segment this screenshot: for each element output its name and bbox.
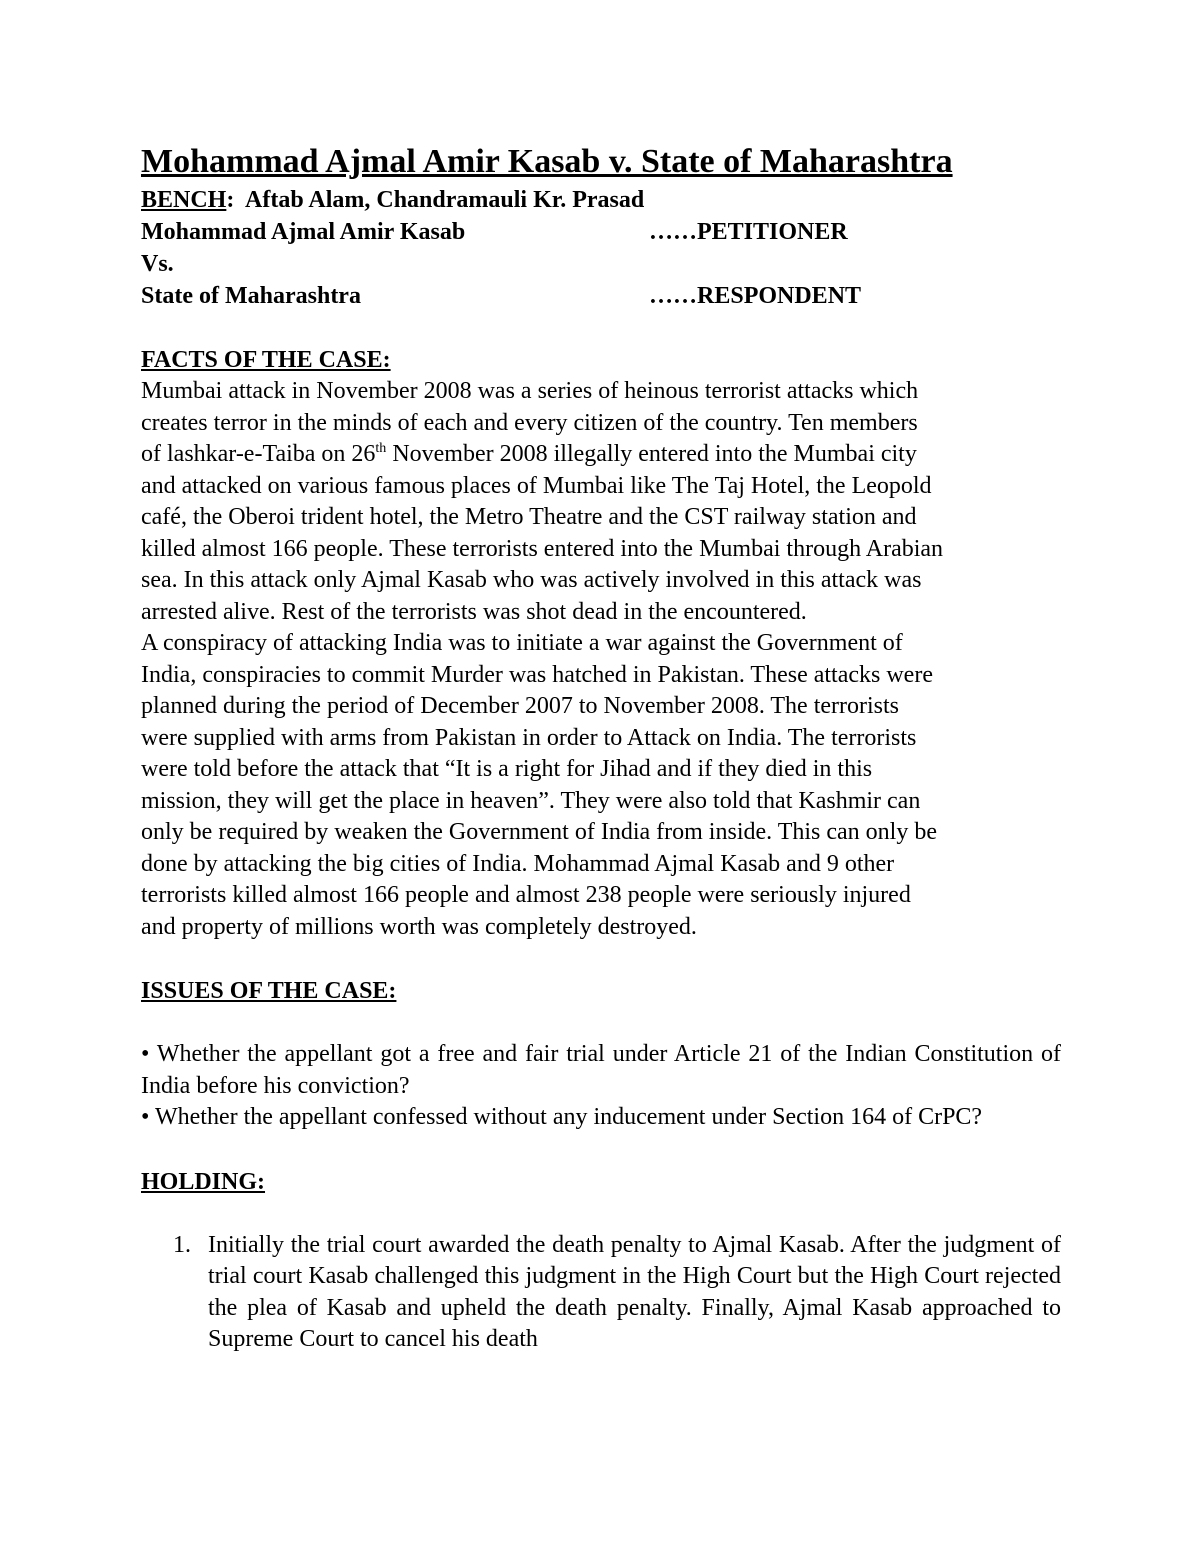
facts-line: arrested alive. Rest of the terrorists was shot dead in the encountered. [141,598,807,625]
petitioner-line [141,216,1061,248]
bench-colon: : [226,187,235,213]
facts-line: killed almost 166 people. These terrorists entered into the Mumbai through Arabian [141,535,944,562]
facts-line: Mumbai attack in November 2008 was a series of heinous terrorist attacks which [141,378,919,404]
facts-line: mission, they will get the place in heaven”. They were also told that Kashmir can [141,787,921,814]
case-title: Mohammad Ajmal Amir Kasab v. State of Maharashtra [141,143,953,180]
facts-line: done by attacking the big cities of India. Mohammad Ajmal Kasab and 9 other [141,850,895,877]
spacer [141,1007,1061,1039]
respondent-name: State of Maharashtra [141,283,361,309]
versus-line [141,248,1061,280]
facts-line [141,439,1061,471]
petitioner-name: Mohammad Ajmal Amir Kasab [141,219,466,245]
facts-line: India, conspiracies to commit Murder was hatched in Pakistan. These attacks were [141,661,933,688]
facts-line: café, the Oberoi trident hotel, the Metro Theatre and the CST railway station and [141,504,917,530]
bench-label: BENCH [141,187,227,213]
versus-text: Vs. [141,251,174,277]
holding-item-text: Initially the trial court awarded the death penalty to Ajmal Kasab. After the judgment of trial court Kasab challenged this judgment in the High Court but the High Court rejected the plea of Kasab and upheld the death penalty. Finally, Ajmal Kasab approached to Supreme Court to cancel his death [208,1231,1061,1352]
respondent-line [141,280,1061,312]
holding-item-number: 1. [173,1231,191,1258]
issues-list [141,1039,1061,1134]
issue-item: • Whether the appellant confessed without any inducement under Section 164 of CrPC? [141,1104,983,1130]
respondent-role: ……RESPONDENT [649,283,862,309]
bench-line [141,184,1061,216]
document-body [141,140,1061,1356]
ordinal-superscript: th [375,441,387,456]
petitioner-role: ……PETITIONER [649,219,848,245]
facts-line: and property of millions worth was completely destroyed. [141,913,697,940]
facts-line: were supplied with arms from Pakistan in order to Attack on India. The terrorists [141,724,917,751]
facts-line: creates terror in the minds of each and every citizen of the country. Ten members [141,409,918,436]
facts-line: planned during the period of December 2007 to November 2008. The terrorists [141,693,900,719]
spacer [141,1134,1061,1166]
issues-heading: ISSUES OF THE CASE: [141,978,397,1004]
bench-judges: Aftab Alam, Chandramauli Kr. Prasad [245,187,645,213]
holding-list [141,1230,1061,1356]
facts-line: and attacked on various famous places of Mumbai like The Taj Hotel, the Leopold [141,472,932,499]
facts-line: were told before the attack that “It is a right for Jihad and if they died in this [141,756,873,782]
facts-line: terrorists killed almost 166 people and almost 238 people were seriously injured [141,882,911,908]
issue-item: • Whether the appellant got a free and fair trial under Article 21 of the Indian Constitution of India before his conviction? [141,1041,1061,1099]
facts-heading: FACTS OF THE CASE: [141,347,391,373]
holding-heading: HOLDING: [141,1168,266,1195]
spacer [141,943,1061,975]
facts-paragraph [141,376,1061,943]
facts-line-text: November 2008 illegally entered into the Mumbai city [386,441,917,467]
facts-line: only be required by weaken the Government of India from inside. This can only be [141,819,937,845]
spacer [141,312,1061,344]
holding-item [141,1230,1061,1356]
spacer [141,1198,1061,1230]
facts-line-text: of lashkar-e-Taiba on 26 [141,441,376,467]
facts-line: A conspiracy of attacking India was to initiate a war against the Government of [141,630,903,656]
facts-line: sea. In this attack only Ajmal Kasab who was actively involved in this attack was [141,567,922,593]
